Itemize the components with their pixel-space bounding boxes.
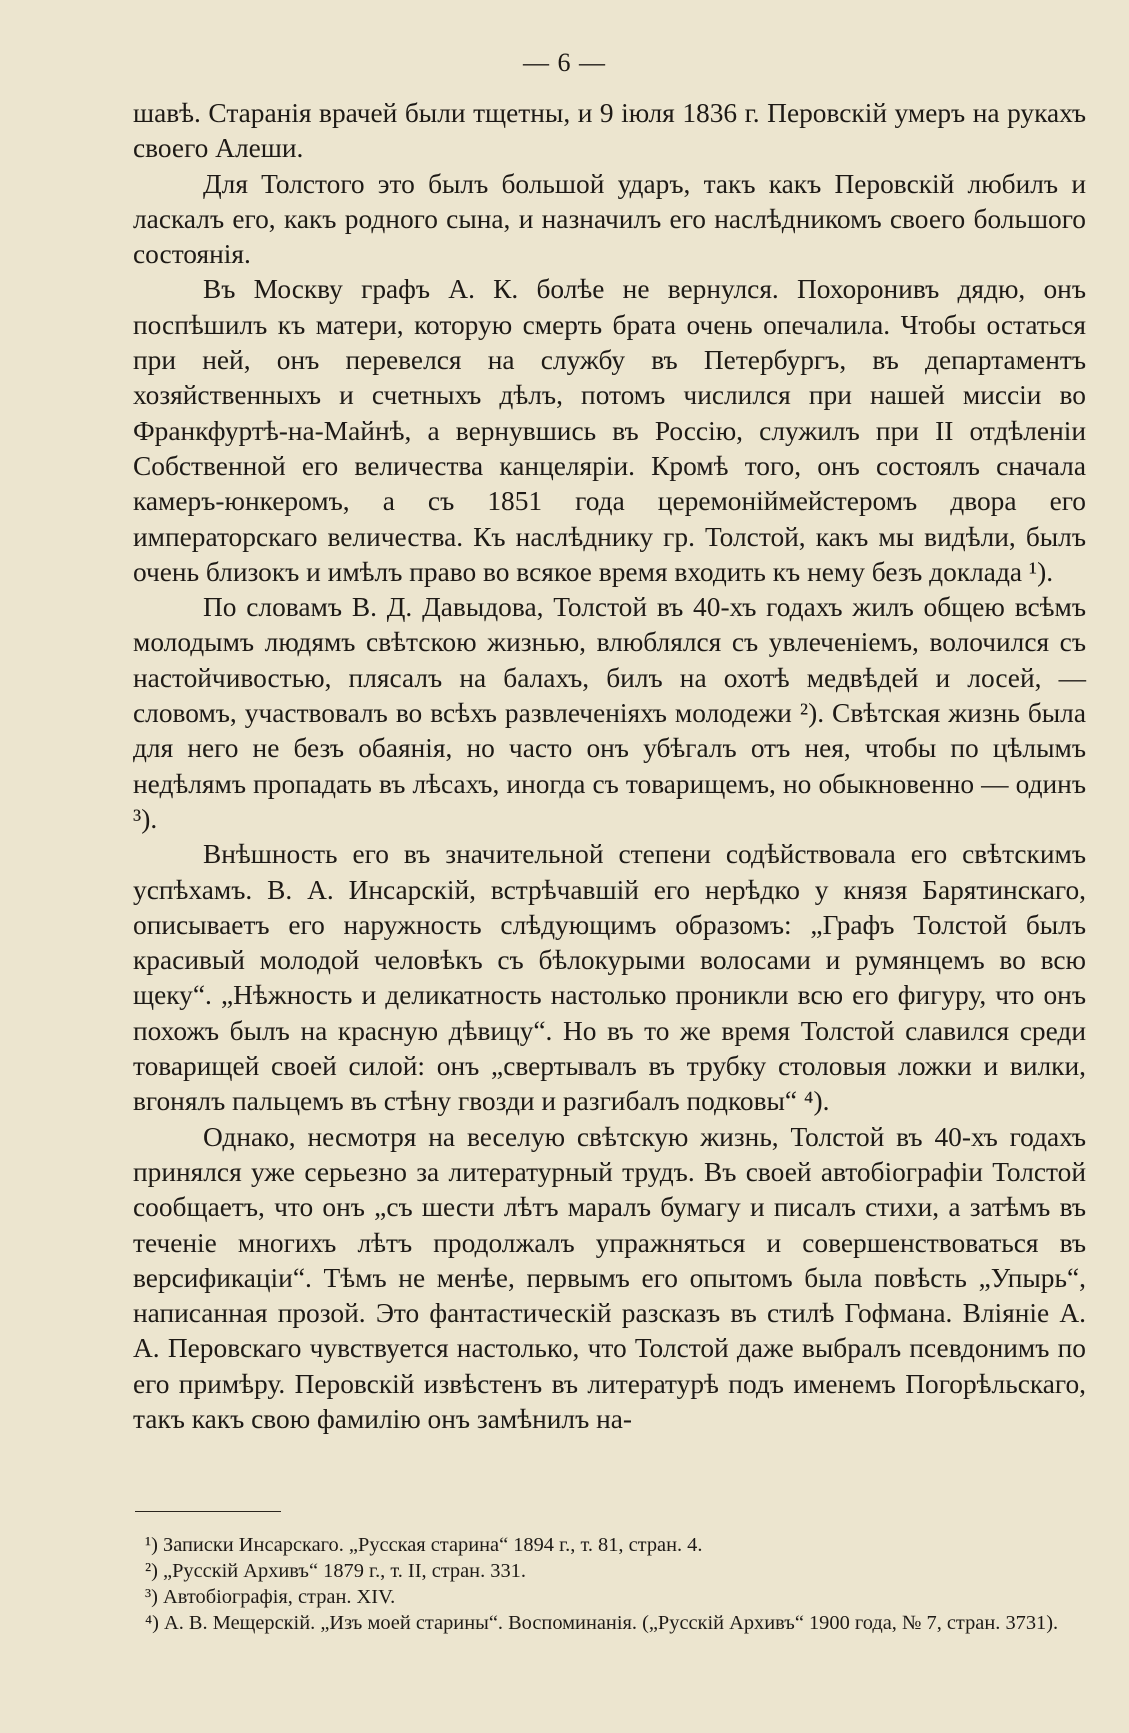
footnote-text: А. В. Мещерскій. „Изъ моей старины“. Воспоминанія. („Русскій Архивъ“ 1900 года, № 7, стран. 3731). [164,1612,1059,1634]
footnote-text: Автобіографія, стран. XIV. [163,1586,396,1608]
main-text [133,96,1086,1437]
footnote-mark: ¹) [145,1534,158,1556]
footnote [145,1558,1088,1584]
paragraph: По словамъ В. Д. Давыдова, Толстой въ 40-хъ годахъ жилъ общею всѣмъ молодымъ людямъ свѣтскою жизнью, влюблялся съ увлеченіемъ, волочился съ настойчивостью, плясалъ на балахъ, билъ на охотѣ медвѣдей и лосей, — словомъ, участвовалъ во всѣхъ развлеченіяхъ молодежи ²). Свѣтская жизнь была для него не безъ обаянія, но часто онъ убѣгалъ отъ нея, чтобы по цѣлымъ недѣлямъ пропадать въ лѣсахъ, иногда съ товарищемъ, но обыкновенно — одинъ ³). [133,592,1086,834]
footnote-mark: ²) [145,1560,158,1582]
footnote [145,1584,1088,1610]
footnote-text: Записки Инсарскаго. „Русская старина“ 1894 г., т. 81, стран. 4. [163,1534,703,1556]
footnote [145,1532,1088,1558]
paragraph: Въ Москву графъ А. К. болѣе не вернулся. Похоронивъ дядю, онъ поспѣшилъ къ матери, которую смерть брата очень опечалила. Чтобы остаться при ней, онъ перевелся на службу въ Петербургъ, въ департаментъ хозяйственныхъ и счетныхъ дѣлъ, потомъ числился при нашей миссіи во Франкфуртѣ-на-Майнѣ, а вернувшись въ Россію, служилъ при II отдѣленіи Собственной его величества канцеляріи. Кромѣ того, онъ состоялъ сначала камеръ-юнкеромъ, а съ 1851 года церемоніймейстеромъ двора его императорскаго величества. Къ наслѣднику гр. Толстой, какъ мы видѣли, былъ очень близокъ и имѣлъ право во всякое время входить къ нему безъ доклада ¹). [133,274,1086,587]
footnote-text: „Русскій Архивъ“ 1879 г., т. II, стран. 331. [163,1560,526,1582]
footnote-separator [135,1511,281,1512]
paragraph: Для Толстого это былъ большой ударъ, такъ какъ Перовскій любилъ и ласкалъ его, какъ родного сына, и назначилъ его наслѣдникомъ своего большого состоянія. [133,168,1086,270]
footnotes [145,1532,1088,1636]
footnote [145,1610,1088,1636]
paragraph: Внѣшность его въ значительной степени содѣйствовала его свѣтскимъ успѣхамъ. В. А. Инсарскій, встрѣчавшій его нерѣдко у князя Барятинскаго, описываетъ его наружность слѣдующимъ образомъ: „Графъ Толстой былъ красивый молодой человѣкъ съ бѣлокурыми волосами и румянцемъ во всю щеку“. „Нѣжность и деликатность настолько проникли всю его фигуру, что онъ похожъ былъ на красную дѣвицу“. Но въ то же время Толстой славился среди товарищей своей силой: онъ „свертывалъ въ трубку столовыя ложки и вилки, вгонялъ пальцемъ въ стѣну гвозди и разгибалъ подковы“ ⁴). [133,839,1086,1117]
footnote-mark: ³) [145,1586,158,1608]
paragraph-continuation: шавѣ. Старанія врачей были тщетны, и 9 іюля 1836 г. Перовскій умеръ на рукахъ своего Алеши. [133,98,1086,164]
paragraph: Однако, несмотря на веселую свѣтскую жизнь, Толстой въ 40-хъ годахъ принялся уже серьезно за литературный трудъ. Въ своей автобіографіи Толстой сообщаетъ, что онъ „съ шести лѣтъ маралъ бумагу и писалъ стихи, а затѣмъ въ теченіе многихъ лѣтъ продолжалъ упражняться и совершенствоваться въ версификаціи“. Тѣмъ не менѣе, первымъ его опытомъ была повѣсть „Упырь“, написанная прозой. Это фантастическій разсказъ въ стилѣ Гофмана. Вліяніе А. А. Перовскаго чувствуется настолько, что Толстой даже выбралъ псевдонимъ по его примѣру. Перовскій извѣстенъ въ литературѣ подъ именемъ Погорѣльскаго, такъ какъ свою фамилію онъ замѣнилъ на- [133,1121,1086,1434]
footnote-mark: ⁴) [145,1612,159,1634]
page-number: — 6 — [523,48,606,77]
